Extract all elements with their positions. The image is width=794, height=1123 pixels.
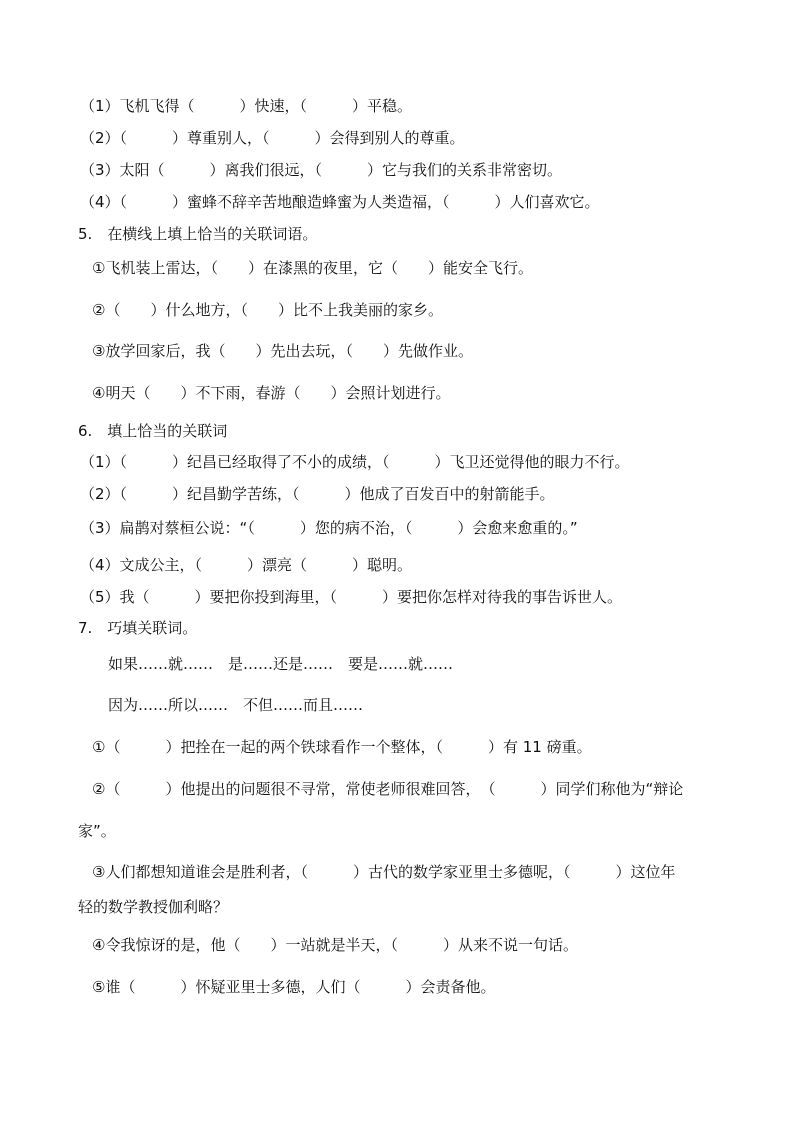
q5-item-1: ①飞机装上雷达，（ ）在漆黑的夜里，它（ ）能安全飞行。: [92, 259, 533, 277]
q7-options-row-2: 因为……所以…… 不但……而且……: [108, 696, 364, 714]
q6-title: 6. 填上恰当的关联词: [78, 422, 228, 440]
q7-item-3-continued: 轻的数学教授伽利略？: [78, 898, 229, 916]
q5-item-4: ④明天（ ）不下雨，春游（ ）会照计划进行。: [92, 384, 451, 402]
q7-item-2: ②（ ）他提出的问题很不寻常，常使老师很难回答， （ ）同学们称他为“辩论: [92, 780, 684, 798]
q7-item-3: ③人们都想知道谁会是胜利者，（ ）古代的数学家亚里士多德呢，（ ）这位年: [92, 863, 676, 881]
q6-item-2: （2）（ ）纪昌勤学苦练，（ ）他成了百发百中的射箭能手。: [80, 485, 555, 503]
q5-item-3: ③放学回家后，我（ ）先出去玩，（ ）先做作业。: [92, 342, 473, 360]
q5-item-2: ②（ ）什么地方，（ ）比不上我美丽的家乡。: [92, 301, 443, 319]
q7-item-2-continued: 家”。: [78, 822, 116, 840]
q7-title: 7. 巧填关联词。: [78, 619, 198, 637]
q7-item-1: ①（ ）把拴在一起的两个铁球看作一个整体，（ ）有 11 磅重。: [92, 738, 592, 756]
q4-item-4: （4）（ ）蜜蜂不辞辛苦地酿造蜂蜜为人类造福，（ ）人们喜欢它。: [80, 193, 600, 211]
q6-item-5: （5）我（ ）要把你投到海里，（ ）要把你怎样对待我的事告诉世人。: [80, 588, 623, 606]
q7-item-5: ⑤谁（ ）怀疑亚里士多德，人们（ ）会责备他。: [92, 978, 496, 996]
q6-item-4: （4）文成公主，（ ）漂亮（ ）聪明。: [80, 556, 413, 574]
q6-item-3: （3）扁鹊对蔡桓公说：“（ ）您的病不治，（ ）会愈来愈重的。”: [80, 519, 578, 537]
q5-title: 5. 在横线上填上恰当的关联词语。: [78, 225, 318, 243]
q4-item-3: （3）太阳（ ）离我们很远，（ ）它与我们的关系非常密切。: [80, 161, 563, 179]
q7-item-4: ④令我惊讶的是，他（ ）一站就是半天，（ ）从来不说一句话。: [92, 936, 578, 954]
q4-item-2: （2）（ ）尊重别人，（ ）会得到别人的尊重。: [80, 129, 465, 147]
q7-options-row-1: 如果……就…… 是……还是…… 要是……就……: [108, 655, 454, 673]
q6-item-1: （1）（ ）纪昌已经取得了不小的成绩，（ ）飞卫还觉得他的眼力不行。: [80, 453, 630, 471]
q4-item-1: （1）飞机飞得（ ）快速，（ ）平稳。: [80, 97, 413, 115]
